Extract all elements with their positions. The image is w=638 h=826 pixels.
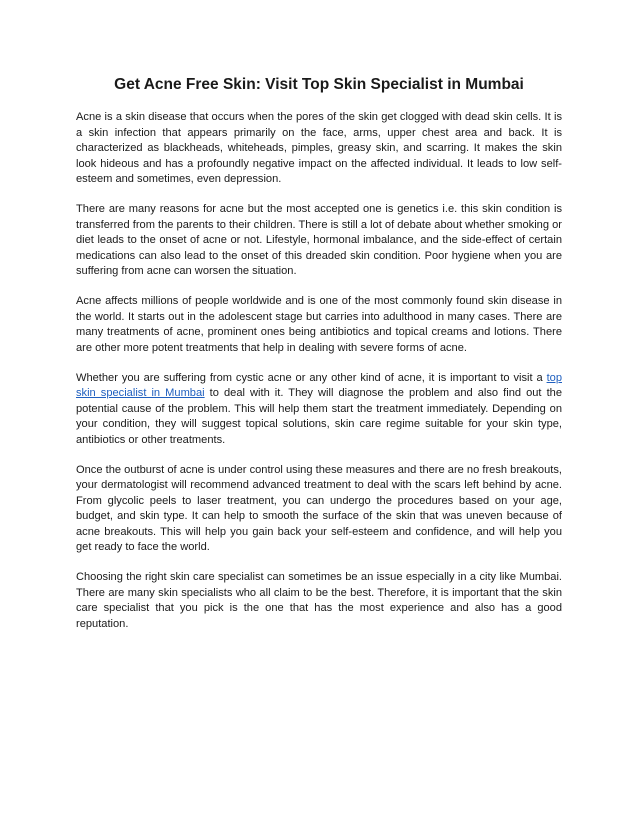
paragraph-scar-treatment: Once the outburst of acne is under control using these measures and there are no fresh breakouts, your dermatologist will recommend advanced treatment to deal with the scars left behind by acne. From glycolic peels to laser treatment, you can undergo the procedures based on your age, budget, and skin type. It can help to smooth the surface of the skin that was uneven because of acne breakouts. This will help you gain back your self-esteem and confidence, and will help you get ready to face the world.: [76, 463, 562, 553]
paragraph-acne-prevalence: Acne affects millions of people worldwide and is one of the most commonly found skin disease in the world. It starts out in the adolescent stage but carries into adulthood in many cases. There are many treatments of acne, prominent ones being antibiotics and topical creams and lotions. There are other more potent treatments that help in dealing with severe forms of acne.: [76, 295, 562, 354]
page-title: Get Acne Free Skin: Visit Top Skin Specialist in Mumbai: [114, 76, 524, 93]
paragraph-choosing-specialist: Choosing the right skin care specialist can sometimes be an issue especially in a city like Mumbai. There are many skin specialists who all claim to be the best. Therefore, it is important that the skin care specialist that you pick is the one that has the most experience and also has a good reputation.: [76, 571, 562, 630]
article-body: [76, 110, 562, 647]
paragraph-text-before-link: Whether you are suffering from cystic acne or any other kind of acne, it is important to visit a: [76, 371, 547, 384]
paragraph-acne-definition: Acne is a skin disease that occurs when the pores of the skin get clogged with dead skin cells. It is a skin infection that appears primarily on the face, arms, upper chest area and back. It is characterized as blackheads, whiteheads, pimples, greasy skin, and scarring. It makes the skin look hideous and has a profoundly negative impact on the affected individual. It leads to low self-esteem and sometimes, even depression.: [76, 111, 562, 185]
paragraph-text-after-link: to deal with it. They will diagnose the problem and also find out the potential cause of the problem. This will help them start the treatment immediately. Depending on your condition, they will suggest topical solutions, skin care regime suitable for your skin type, antibiotics or other treatments.: [76, 387, 562, 446]
paragraph-acne-causes: There are many reasons for acne but the most accepted one is genetics i.e. this skin condition is transferred from the parents to their children. There is still a lot of debate about whether smoking or diet leads to the onset of acne or not. Lifestyle, hormonal imbalance, and the side-effect of certain medications can also lead to the onset of this dreaded skin condition. Poor hygiene when you are suffering from acne can worsen the situation.: [76, 203, 562, 277]
paragraph-visit-specialist: [76, 371, 562, 449]
skin-specialist-link[interactable]: top skin specialist in Mumbai: [76, 371, 562, 399]
